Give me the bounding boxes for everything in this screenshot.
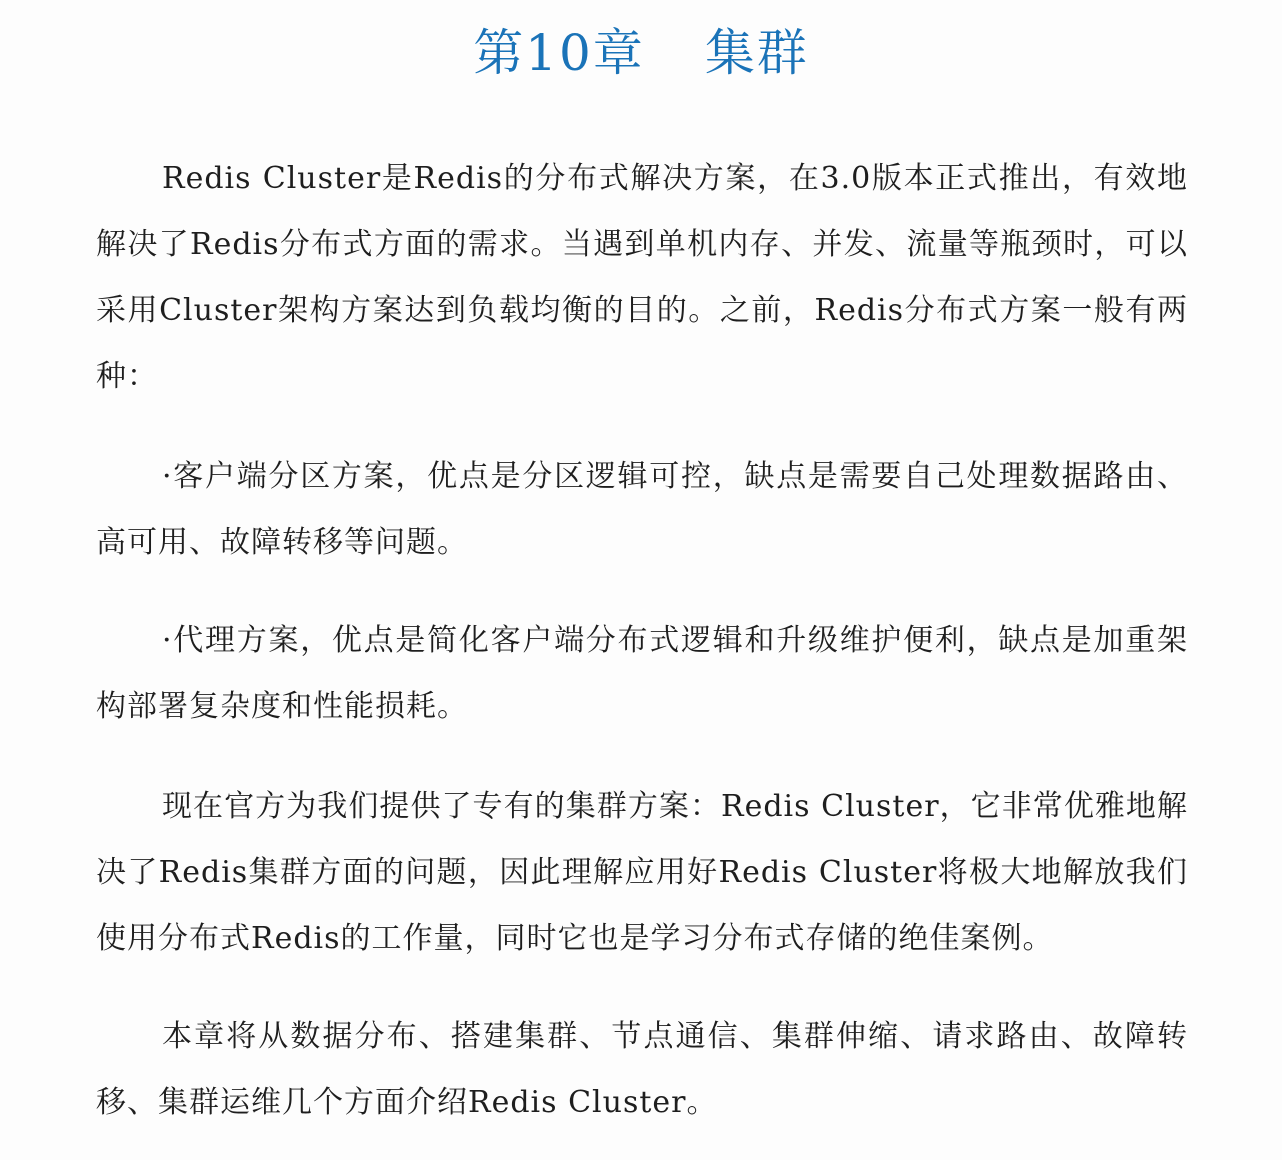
- paragraph-intro: Redis Cluster是Redis的分布式解决方案，在3.0版本正式推出，有效地解决了Redis分布式方面的需求。当遇到单机内存、并发、流量等瓶颈时，可以采用Cluster架构方案达到负载均衡的目的。之前，Redis分布式方案一般有两种：: [96, 161, 1188, 394]
- chapter-title: 集群: [704, 24, 809, 82]
- paragraph-client-partition: ·客户端分区方案，优点是分区逻辑可控，缺点是需要自己处理数据路由、高可用、故障转移等问题。: [96, 459, 1188, 560]
- paragraph-official-cluster: 现在官方为我们提供了专有的集群方案：Redis Cluster，它非常优雅地解决了Redis集群方面的问题，因此理解应用好Redis Cluster将极大地解放我们使用分布式Redis的工作量，同时它也是学习分布式存储的绝佳案例。: [96, 789, 1188, 956]
- chapter-number: 第10章: [473, 24, 645, 82]
- chapter-heading: [0, 18, 1282, 88]
- paragraph-proxy: ·代理方案，优点是简化客户端分布式逻辑和升级维护便利，缺点是加重架构部署复杂度和性能损耗。: [96, 623, 1188, 724]
- paragraph-chapter-outline: 本章将从数据分布、搭建集群、节点通信、集群伸缩、请求路由、故障转移、集群运维几个方面介绍Redis Cluster。: [96, 1019, 1188, 1120]
